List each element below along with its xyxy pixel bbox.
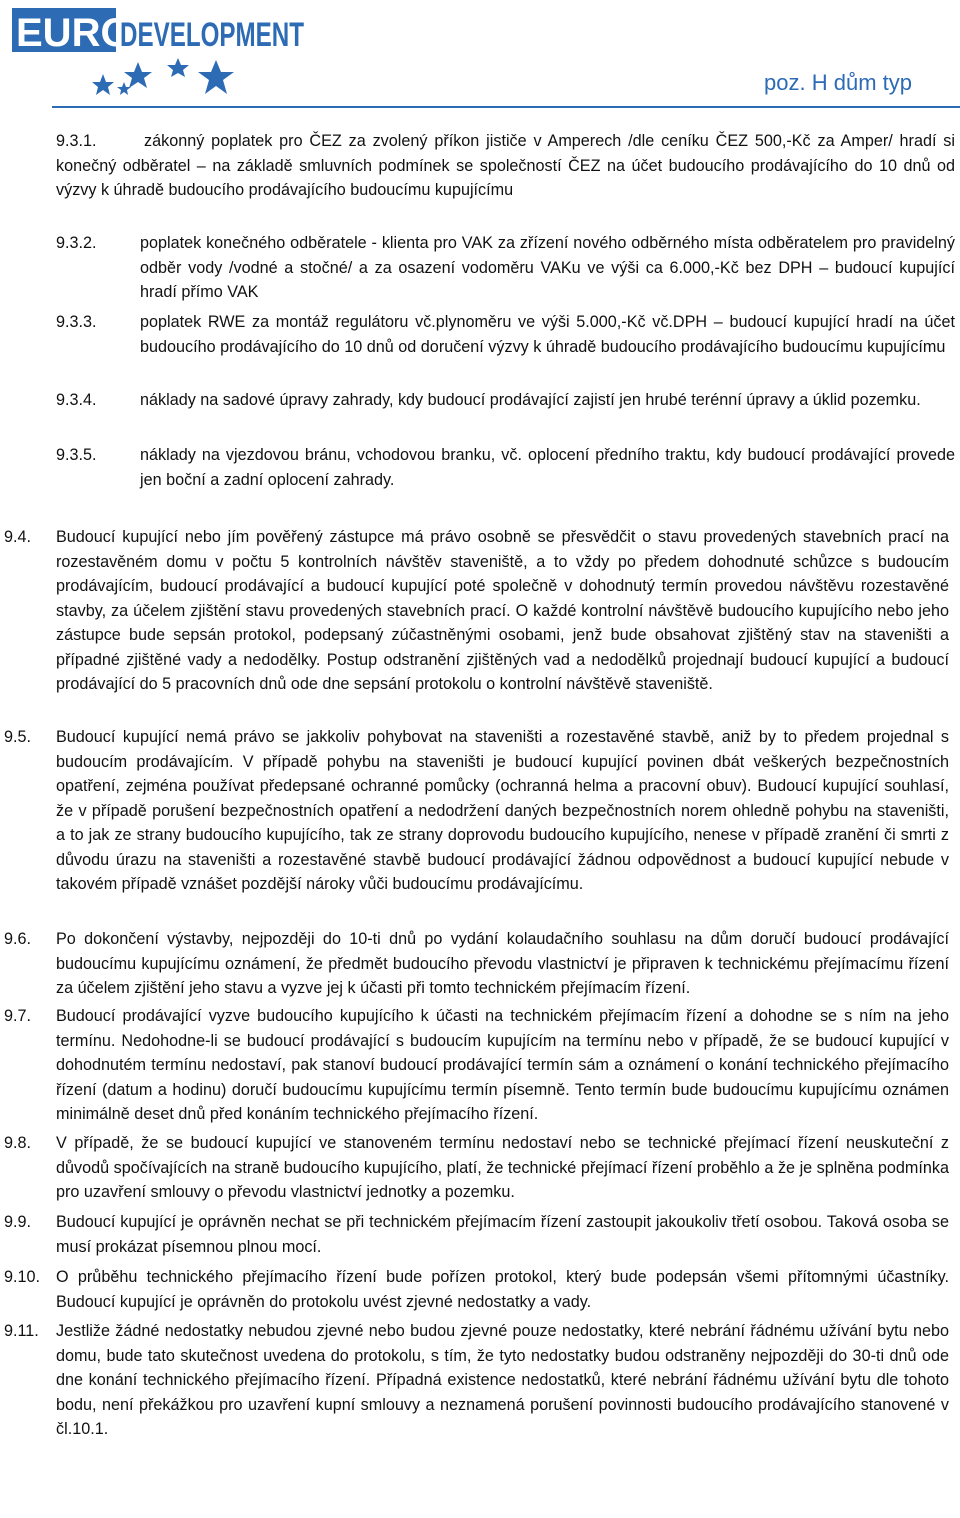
subsection-9-3-4 bbox=[56, 388, 956, 440]
subsection-number: 9.3.4. bbox=[56, 391, 97, 409]
svg-text:DEVELOPMENT: DEVELOPMENT bbox=[120, 16, 305, 54]
section-number: 9.10. bbox=[4, 1268, 41, 1286]
subsection-9-3-5 bbox=[56, 443, 956, 495]
subsection-number: 9.3.3. bbox=[56, 313, 97, 331]
section-text: Budoucí kupující je oprávněn nechat se při technickém přejímacím řízení zastoupit jakoukoliv třetí osobou. Taková osoba se musí prokázat písemnou plnou mocí. bbox=[56, 1213, 949, 1256]
section-text: V případě, že se budoucí kupující ve stanoveném termínu nedostaví nebo se technické přejímací řízení neuskuteční z důvodů spočívajících na straně budoucího kupujícího, platí, že technické přejímací řízení proběhlo a že je splněna podmínka pro uzavření smlouvy o převodu vlastnictví jednotky a pozemku. bbox=[56, 1134, 949, 1201]
section-number: 9.8. bbox=[4, 1134, 32, 1152]
section-text: O průběhu technického přejímacího řízení bude pořízen protokol, který bude podepsán všemi přítomnými účastníky. Budoucí kupující je oprávněn do protokolu uvést zjevné nedostatky a vady. bbox=[56, 1268, 949, 1311]
section-text: Budoucí kupující nemá právo se jakkoliv pohybovat na staveništi a rozestavěné stavbě, aniž by to předem projednal s budoucím prodávajícím. V případě pohybu na staveništi je budoucí kupující povinen dbát veškerých bezpečnostních opatření, zejména používat předepsané ochranné pomůcky (ochranná helma a pracovní obuv). Budoucí kupující souhlasí, že v případě porušení bezpečnostních opatření a nedodržení daných bezpečnostních norem ohledně pohybu na staveništi, a to jak ze strany budoucího kupujícího, tak ze strany doprovodu budoucího kupujícího, nenese v případě zranění či smrti z důvodu úrazu na staveništi a rozestavěné stavbě budoucí prodávající žádnou odpovědnost a budoucí kupující nebude v takovém případě vznášet pozdější nároky vůči budoucímu prodávajícímu. bbox=[56, 728, 949, 893]
section-text: Po dokončení výstavby, nejpozději do 10-ti dnů po vydání kolaudačního souhlasu na dům doručí budoucí prodávající budoucímu kupujícímu oznámení, že předmět budoucího převodu vlastnictví je připraven k technickému přejímacímu řízení za účelem zjištění jeho stavu a vyzve jej k účasti při tomto technickém přejímacím řízení. bbox=[56, 930, 949, 997]
section-text: Budoucí prodávající vyzve budoucího kupujícího k účasti na technickém přejímacím řízení a dohodne se s ním na jeho termínu. Nedohodne-li se budoucí prodávající s budoucím kupujícím na termínu nebo v případě, že se budoucí kupující v dohodnutém termínu nedostaví, pak stanoví budoucí prodávající termín sám a oznámení o konání technického přejímacího řízení (datum a hodinu) doručí budoucímu kupujícímu termín písemně. Tento termín bude budoucímu kupujícímu oznámen minimálně deset dnů před konáním technického přejímacího řízení. bbox=[56, 1007, 949, 1123]
header-divider bbox=[52, 106, 960, 108]
subsection-text: náklady na sadové úpravy zahrady, kdy budoucí prodávající zajistí jen hrubé terénní úpravy a úklid pozemku. bbox=[140, 391, 921, 409]
company-logo bbox=[8, 2, 308, 102]
subsection-number: 9.3.1. bbox=[56, 132, 97, 150]
subsection-number: 9.3.2. bbox=[56, 234, 97, 252]
section-number: 9.7. bbox=[4, 1007, 32, 1025]
section-text: Budoucí kupující nebo jím pověřený zástupce má právo osobně se přesvědčit o stavu provedených stavebních prací na rozestavěném domu v počtu 5 kontrolních návštěv staveniště, a to vždy po předem dohodnuté schůzce s budoucím prodávajícím, budoucí prodávající a budoucí kupující poté společně v dohodnutý termín provedou návštěvu rozestavěné stavby, za účelem zjištění stavu provedených stavebních prací. O každé kontrolní návštěvě budoucího kupujícího nebo jeho zástupce bude sepsán protokol, podepsaný zúčastněnými osobami, jenž bude obsahovat zjištěný stav na staveništi a případné zjištěné vady a nedodělky. Postup odstranění zjištěných vad a nedodělků projednají budoucí kupující a budoucí prodávající do 5 pracovních dnů ode dne sepsání protokolu o kontrolní návštěvě staveniště. bbox=[56, 528, 949, 693]
subsection-number: 9.3.5. bbox=[56, 446, 97, 464]
subsection-9-3-1 bbox=[56, 129, 956, 229]
subsection-text: zákonný poplatek pro ČEZ za zvolený příkon jističe v Amperech /dle ceníku ČEZ 500,-Kč za Amper/ hradí si konečný odběratel – na základě smluvních podmínek se společností ČEZ na účet budoucího prodávajícího do 10 dnů od výzvy k úhradě budoucího prodávajícího budoucímu kupujícímu bbox=[56, 132, 955, 199]
section-number: 9.4. bbox=[4, 528, 32, 546]
section-text: Jestliže žádné nedostatky nebudou zjevné nebo budou zjevné pouze nedostatky, které nebrání řádnému užívání bytu nebo domu, bude tato skutečnost uvedena do protokolu, s tím, že tyto nedostatky budou odstraněny nejpozději do 30-ti dnů ode dne konání technického přejímacího řízení. Případná existence nedostatků, které nebrání řádnému užívání bytu dle tohoto bodu, není překážkou pro uzavření kupní smlouvy a neznamená porušení povinnosti budoucího prodávajícího stanovené v čl.10.1. bbox=[56, 1322, 949, 1438]
section-number: 9.9. bbox=[4, 1213, 32, 1231]
section-number: 9.6. bbox=[4, 930, 32, 948]
section-number: 9.11. bbox=[4, 1322, 39, 1340]
subsection-9-3-3 bbox=[56, 310, 956, 390]
position-label: poz. H dům typ bbox=[764, 70, 912, 95]
section-number: 9.5. bbox=[4, 728, 32, 746]
svg-text:EURO: EURO bbox=[16, 11, 132, 55]
subsection-text: náklady na vjezdovou bránu, vchodovou branku, vč. oplocení předního traktu, kdy budoucí prodávající provede jen boční a zadní oplocení zahrady. bbox=[140, 446, 955, 489]
subsection-text: poplatek konečného odběratele - klienta pro VAK za zřízení nového odběrného místa odběratelem pro pravidelný odběr vody /vodné a stočné/ a za osazení vodoměru VAKu ve výši ca 6.000,-Kč bez DPH – budoucí kupující hradí přímo VAK bbox=[140, 234, 955, 301]
subsection-9-3-2 bbox=[56, 231, 956, 311]
eurodevelopment-logo-icon bbox=[8, 2, 308, 102]
subsection-text: poplatek RWE za montáž regulátoru vč.plynoměru ve výši 5.000,-Kč vč.DPH – budoucí kupující hradí na účet budoucího prodávajícího do 10 dnů od doručení výzvy k úhradě budoucího prodávajícího budoucímu kupujícímu bbox=[140, 313, 955, 356]
